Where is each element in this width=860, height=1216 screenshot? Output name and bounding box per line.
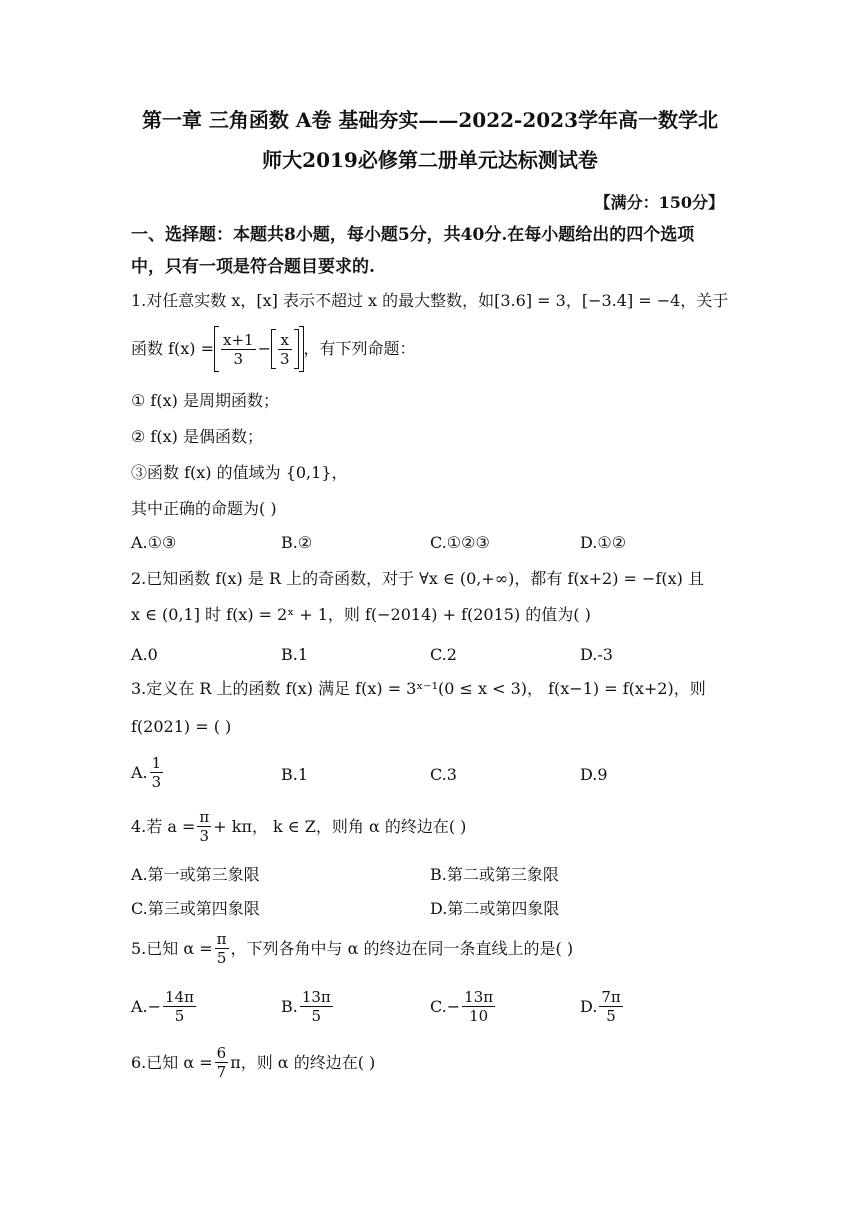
q1-function-suffix: ，有下列命题：	[303, 339, 416, 358]
q1-proposition-1: ① f(x) 是周期函数；	[131, 391, 279, 410]
q2-option-a[interactable]: A.0	[131, 645, 158, 664]
fraction-numerator: π	[216, 930, 227, 948]
q4-stem-suffix: + kπ， k ∈ Z，则角 α 的终边在( )	[213, 816, 467, 836]
section-heading-line2: 中，只有一项是符合题目要求的.	[131, 257, 375, 277]
q3-option-b[interactable]: B.1	[281, 765, 309, 784]
option-fraction	[163, 988, 196, 1025]
q4-stem	[131, 808, 466, 845]
q1-minus-sign: −	[257, 339, 271, 358]
option-label: B.	[281, 996, 298, 1016]
option-fraction	[599, 988, 622, 1025]
q5-option-c[interactable]	[430, 988, 497, 1025]
q2-option-b[interactable]: B.1	[281, 645, 309, 664]
q2-stem-line2: x ∈ (0,1] 时 f(x) = 2ˣ + 1，则 f(−2014) + f(2015) 的值为( )	[131, 605, 591, 624]
q3-option-c[interactable]: C.3	[430, 765, 457, 784]
fraction-denominator: 3	[199, 827, 210, 845]
outer-bracket-left	[214, 326, 219, 372]
q4-option-c[interactable]: C.第三或第四象限	[131, 899, 260, 918]
q1-outer-floor-bracket	[214, 326, 304, 372]
q1-fraction-1	[221, 331, 256, 368]
q1-option-a[interactable]: A.①③	[131, 533, 177, 552]
option-fraction	[150, 754, 164, 791]
q2-option-d[interactable]: D.-3	[580, 645, 613, 664]
option-label: A.−	[131, 996, 162, 1016]
fraction-numerator: π	[199, 808, 210, 826]
fraction-numerator: 7π	[601, 988, 621, 1006]
option-fraction	[300, 988, 333, 1025]
q4-option-b[interactable]: B.第二或第三象限	[430, 865, 559, 884]
fraction-denominator: 3	[233, 349, 244, 368]
q4-option-d[interactable]: D.第二或第四象限	[430, 899, 560, 918]
option-label: A.	[131, 762, 148, 782]
q6-stem-suffix: π，则 α 的终边在( )	[230, 1052, 376, 1072]
q3-option-a[interactable]	[131, 754, 165, 791]
q5-option-d[interactable]	[580, 988, 625, 1025]
q5-stem-prefix: 5.已知 α =	[131, 938, 213, 958]
fraction-denominator: 5	[311, 1007, 322, 1025]
q1-proposition-2: ② f(x) 是偶函数；	[131, 427, 263, 446]
q1-function-prefix: 函数 f(x) =	[131, 339, 215, 358]
q3-stem-line2: f(2021) = ( )	[131, 717, 232, 736]
fraction-denominator: 5	[216, 949, 227, 967]
q3-option-d[interactable]: D.9	[580, 765, 608, 784]
q1-function-line	[131, 324, 416, 374]
fraction-numerator: 1	[151, 754, 162, 772]
q3-stem-line1: 3.定义在 R 上的函数 f(x) 满足 f(x) = 3ˣ⁻¹(0 ≤ x < 3)， f(x−1) = f(x+2)，则	[131, 679, 706, 698]
fraction-numerator: 13π	[301, 988, 331, 1006]
q1-fraction-2	[278, 331, 292, 368]
document-title-line1: 第一章 三角函数 A卷 基础夯实——2022-2023学年高一数学北	[141, 108, 719, 132]
fraction-denominator: 5	[606, 1007, 616, 1025]
q1-proposition-3: ③函数 f(x) 的值域为 {0,1}，	[131, 463, 348, 482]
q4-option-a[interactable]: A.第一或第三象限	[131, 865, 260, 884]
q6-fraction	[215, 1044, 229, 1081]
fraction-numerator: 6	[216, 1044, 227, 1062]
fraction-denominator: 10	[469, 1007, 489, 1025]
q2-stem-line1: 2.已知函数 f(x) 是 R 上的奇函数，对于 ∀x ∈ (0,+∞)，都有 f(x+2) = −f(x) 且	[131, 569, 704, 588]
option-label: D.	[580, 996, 598, 1016]
q1-question-prompt: 其中正确的命题为( )	[131, 499, 277, 518]
fraction-numerator: 14π	[165, 988, 194, 1006]
section-heading-line1: 一、选择题：本题共8小题，每小题5分，共40分.在每小题给出的四个选项	[131, 225, 695, 245]
fraction-denominator: 3	[280, 349, 290, 368]
q5-option-a[interactable]	[131, 988, 198, 1025]
fraction-denominator: 5	[174, 1007, 185, 1025]
option-label: C.−	[430, 996, 461, 1016]
q6-stem-prefix: 6.已知 α =	[131, 1052, 213, 1072]
fraction-numerator: x	[278, 331, 292, 350]
q4-fraction	[197, 808, 211, 845]
q1-option-c[interactable]: C.①②③	[430, 533, 490, 552]
q1-inner-floor-bracket	[271, 329, 299, 369]
q5-stem-suffix: ，下列各角中与 α 的终边在同一条直线上的是( )	[230, 938, 574, 958]
option-fraction	[462, 988, 495, 1025]
fraction-numerator: 13π	[464, 988, 494, 1006]
q1-option-b[interactable]: B.②	[281, 533, 313, 552]
q6-stem	[131, 1044, 375, 1081]
fraction-denominator: 7	[216, 1063, 227, 1081]
q5-option-b[interactable]	[281, 988, 335, 1025]
q1-option-d[interactable]: D.①②	[580, 533, 627, 552]
document-title-line2: 师大2019必修第二册单元达标测试卷	[262, 148, 598, 172]
full-score-label: 【满分：150分】	[594, 193, 724, 212]
inner-bracket-left	[271, 329, 276, 369]
q4-stem-prefix: 4.若 a =	[131, 816, 196, 836]
q5-fraction	[215, 930, 229, 967]
fraction-denominator: 3	[151, 773, 162, 791]
fraction-numerator: x+1	[223, 330, 254, 349]
q5-stem	[131, 930, 573, 967]
q1-stem-line1: 1.对任意实数 x，[x] 表示不超过 x 的最大整数，如[3.6] = 3，[−3.4] = −4，关于	[131, 291, 729, 310]
q2-option-c[interactable]: C.2	[430, 645, 457, 664]
